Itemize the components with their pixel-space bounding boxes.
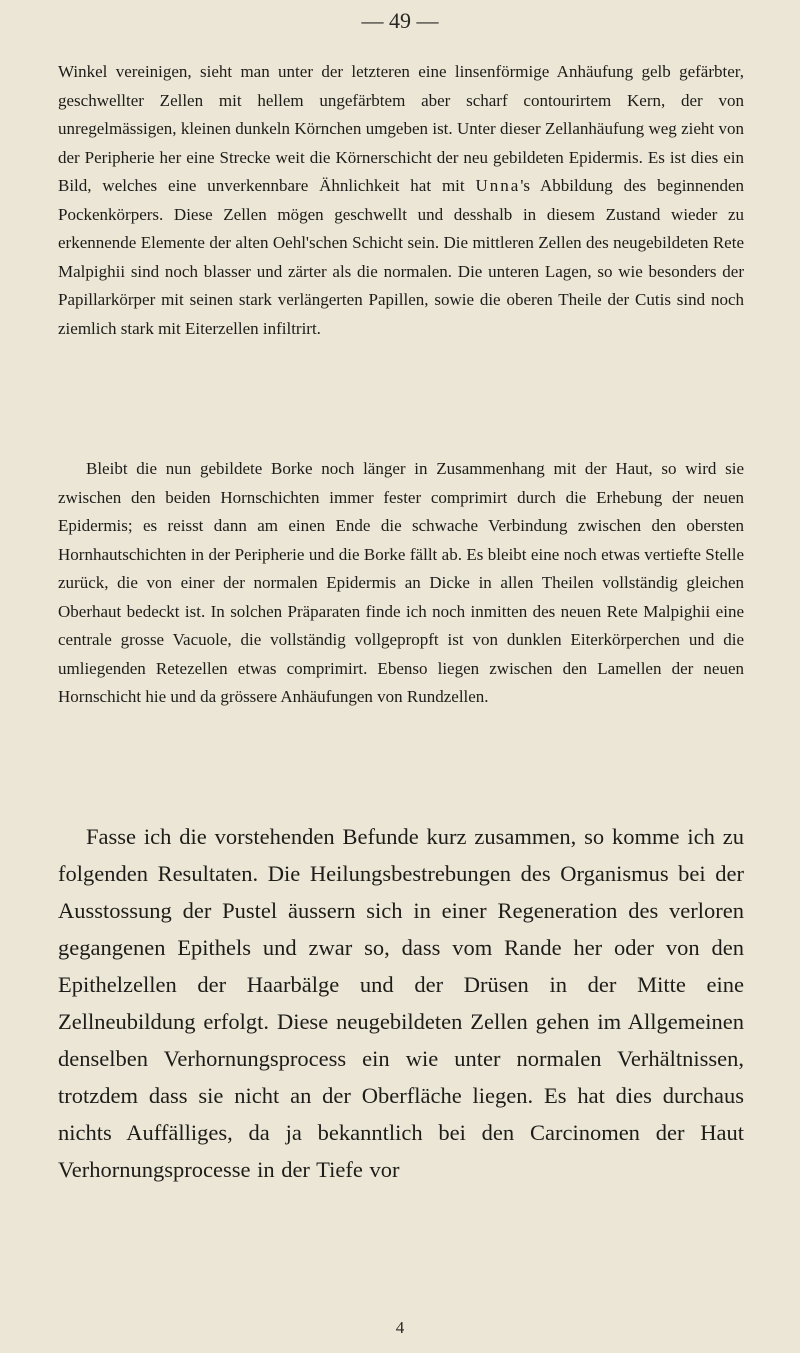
paragraph-text-part2: 's Abbildung des beginnenden Pockenkörpers. Diese Zellen mögen geschwellt und desshalb in diesem Zustand wieder zu erkennende Elemente der alten Oehl'schen Schicht sein. Die mittleren Zellen des neugebildeten Rete Malpighii sind noch blasser und zärter als die normalen. Die unteren Lagen, so wie besonders der Papillarkörper mit seinen stark verlängerten Papillen, sowie die oberen Theile der Cutis sind noch ziemlich stark mit Eiterzellen infiltrirt.	[58, 176, 745, 338]
summary-paragraph	[58, 818, 744, 1188]
page-number: — 49 —	[361, 8, 439, 33]
paragraph-text-part1: Winkel vereinigen, sieht man unter der letzteren eine linsenförmige Anhäufung gelb gefärbter, geschwellter Zellen mit hellem ungefärbtem aber scharf contourirtem Kern, der von unregelmässigen, kleinen dunkeln Körnchen umgeben ist. Unter dieser Zellanhäufung weg zieht von der Peripherie her eine Strecke weit die Körnerschicht der neu gebildeten Epidermis. Es ist dies ein Bild, welches eine unverkennbare Ähnlichkeit hat mit	[58, 62, 744, 195]
paragraph-continued	[58, 58, 744, 343]
signature-mark: 4	[395, 1318, 405, 1337]
paragraph-text: Bleibt die nun gebildete Borke noch länger in Zusammenhang mit der Haut, so wird sie zwischen den beiden Hornschichten immer fester comprimirt durch die Erhebung der neuen Epidermis; es reisst dann am einen Ende die schwache Verbindung zwischen den obersten Hornhautschichten in der Peripherie und die Borke fällt ab. Es bleibt eine noch etwas vertiefte Stelle zurück, die von einer der normalen Epidermis an Dicke in allen Theilen vollständig gleichen Oberhaut bedeckt ist. In solchen Präparaten finde ich noch inmitten des neuen Rete Malpighii eine centrale grosse Vacuole, die vollständig vollgepropft ist von dunklen Eiterkörperchen und die umliegenden Retezellen etwas comprimirt. Ebenso liegen zwischen den Lamellen der neuen Hornschicht hie und da grössere Anhäufungen von Rundzellen.	[58, 459, 744, 706]
paragraph	[58, 455, 744, 712]
author-name: Unna	[475, 176, 521, 195]
summary-text: Fasse ich die vorstehenden Befunde kurz zusammen, so komme ich zu folgenden Resultaten. Die Heilungsbestrebungen des Organismus bei der Ausstossung der Pustel äussern sich in einer Regeneration des verloren gegangenen Epithels und zwar so, dass vom Rande her oder von den Epithelzellen der Haarbälge und der Drüsen in der Mitte eine Zellneubildung erfolgt. Diese neugebildeten Zellen gehen im Allgemeinen denselben Verhornungsprocess ein wie unter normalen Verhältnissen, trotzdem dass sie nicht an der Oberfläche liegen. Es hat dies durchaus nichts Auffälliges, da ja bekanntlich bei den Carcinomen der Haut Verhornungsprocesse in der Tiefe vor	[58, 824, 744, 1182]
